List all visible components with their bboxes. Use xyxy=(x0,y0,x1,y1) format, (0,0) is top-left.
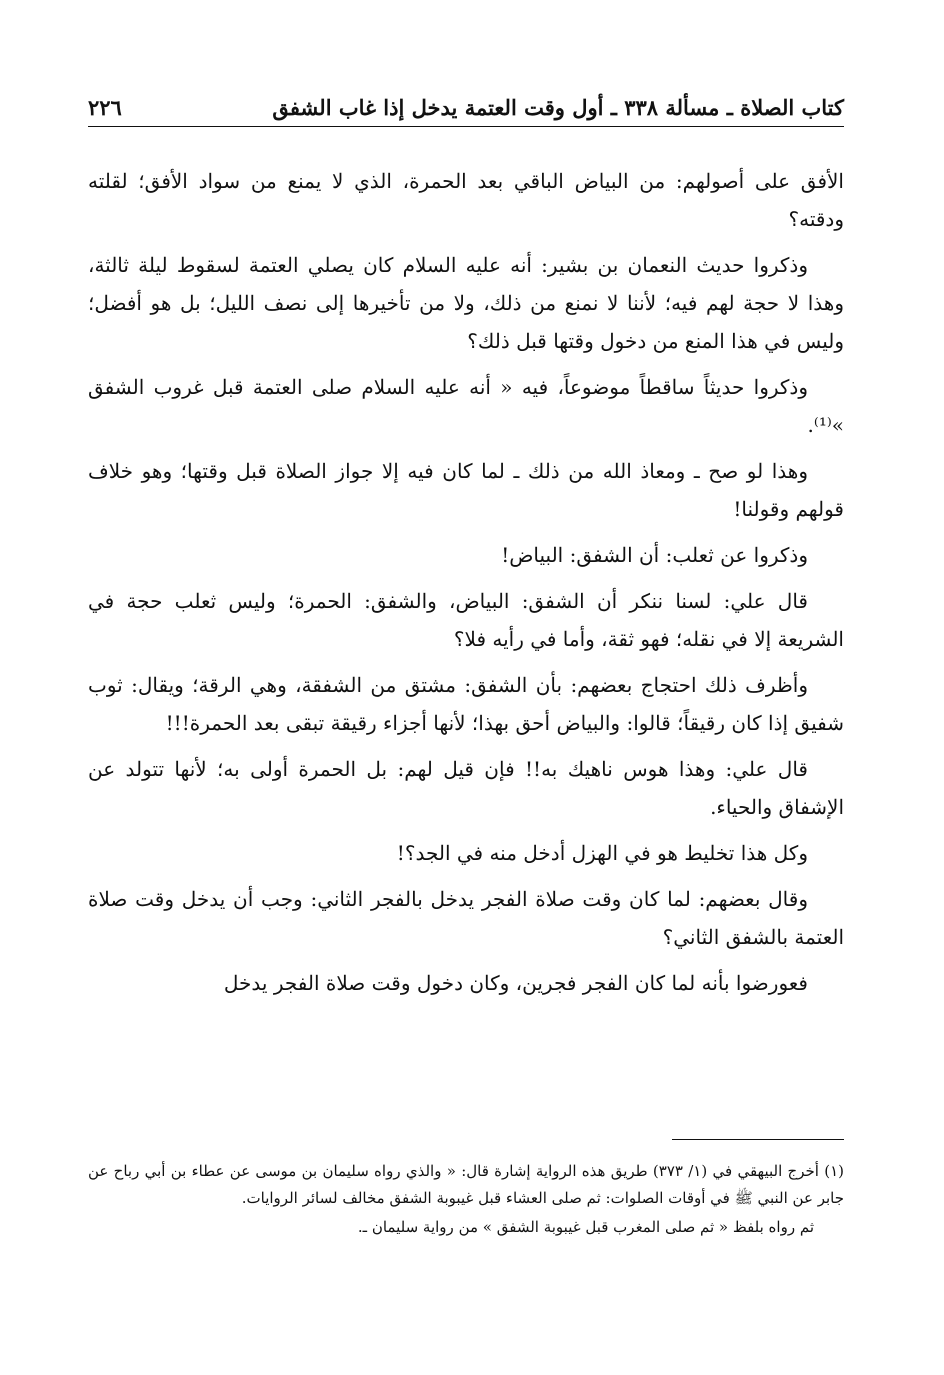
main-text xyxy=(88,162,844,1010)
footnote: ثم رواه بلفظ « ثم صلى المغرب قبل غيبوبة الشفق » من رواية سليمان ـ. xyxy=(357,1218,814,1236)
paragraph: وقال بعضهم: لما كان وقت صلاة الفجر يدخل بالفجر الثاني: وجب أن يدخل وقت صلاة العتمة بالشفق الثاني؟ xyxy=(88,887,844,949)
paragraph: وذكروا حديث النعمان بن بشير: أنه عليه السلام كان يصلي العتمة لسقوط ليلة ثالثة، وهذا لا حجة لهم فيه؛ لأننا لا نمنع من ذلك، ولا من تأخيرها إلى نصف الليل؛ بل هو أفضل؛ وليس في هذا المنع من دخول وقتها قبل ذلك؟ xyxy=(88,253,844,353)
paragraph: فعورضوا بأنه لما كان الفجر فجرين، وكان دخول وقت صلاة الفجر يدخل xyxy=(223,971,808,995)
paragraph: قال علي: وهذا هوس ناهيك به!! فإن قيل لهم: بل الحمرة أولى به؛ لأنها تتولد عن الإشفاق والحياء. xyxy=(88,757,844,819)
paragraph: وكل هذا تخليط هو في الهزل أدخل منه في الجد؟! xyxy=(396,841,808,865)
header-title: كتاب الصلاة ـ مسألة ٣٣٨ ـ أول وقت العتمة يدخل إذا غاب الشفق xyxy=(272,95,844,120)
paragraph: وهذا لو صح ـ ومعاذ الله من ذلك ـ لما كان فيه إلا جواز الصلاة قبل وقتها؛ وهو خلاف قولهم وقولنا! xyxy=(88,459,844,521)
paragraph: قال علي: لسنا ننكر أن الشفق: البياض، والشفق: الحمرة؛ وليس ثعلب حجة في الشريعة إلا في نقله؛ فهو ثقة، وأما في رأيه فلا؟ xyxy=(88,589,844,651)
page-number: ٢٢٦ xyxy=(88,95,122,120)
paragraph: وذكروا حديثاً ساقطاً موضوعاً، فيه « أنه عليه السلام صلى العتمة قبل غروب الشفق »⁽¹⁾. xyxy=(88,375,844,437)
running-header xyxy=(88,86,844,120)
footnotes xyxy=(88,1158,844,1243)
header-rule xyxy=(88,126,844,127)
paragraph: وأظرف ذلك احتجاج بعضهم: بأن الشفق: مشتق من الشفقة، وهي الرقة؛ ويقال: ثوب شفيق إذا كان رقيقاً؛ قالوا: والبياض أحق بهذا؛ لأنها أجزاء رقيقة تبقى بعد الحمرة!!! xyxy=(88,673,844,735)
paragraph: وذكروا عن ثعلب: أن الشفق: البياض! xyxy=(501,543,808,567)
footnote-rule xyxy=(672,1139,844,1140)
paragraph: الأفق على أصولهم: من البياض الباقي بعد الحمرة، الذي لا يمنع من سواد الأفق؛ لقلته ودقته؟ xyxy=(88,169,844,231)
footnote: (١) أخرج البيهقي في (١/ ٣٧٣) طريق هذه الرواية إشارة قال: « والذي رواه سليمان بن موسى عن عطاء بن أبي رباح عن جابر عن النبي ﷺ في أوقات الصلوات: ثم صلى العشاء قبل غيبوبة الشفق مخالف لسائر الروايات. xyxy=(88,1162,844,1207)
